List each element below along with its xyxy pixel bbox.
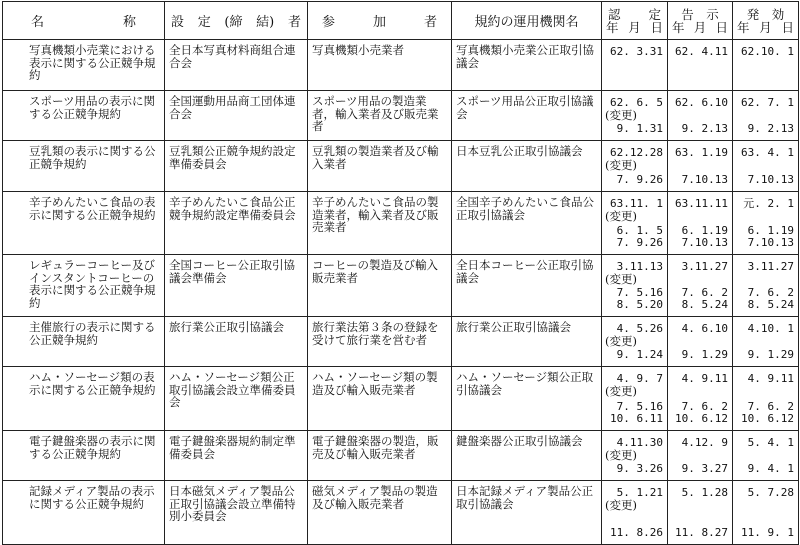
cell-participant: コーヒーの製造及び輸入販売業者	[308, 255, 452, 317]
cell-approved	[602, 481, 668, 545]
notice-date-change: 11. 8.27	[675, 526, 728, 540]
cell-participant: 電子鍵盤楽器の製造，販売及び輸入販売業者	[308, 431, 452, 481]
change-label: (変更)	[605, 498, 637, 512]
effective-date-change: 9. 2.13	[747, 122, 794, 136]
notice-date-change: 9. 1.29	[681, 348, 728, 362]
cell-org: 写真機類小売業公正取引協議会	[452, 40, 602, 91]
approved-date: 4. 9. 7	[616, 372, 663, 385]
notice-date: 62. 4.11	[675, 45, 728, 58]
notice-date: 63. 1.19	[675, 146, 728, 159]
cell-party: 豆乳類公正競争規約設定準備委員会	[165, 141, 308, 192]
cell-approved	[602, 367, 668, 431]
cell-notice	[668, 317, 733, 367]
cell-name	[3, 481, 165, 545]
effective-date-change: 6. 1.19	[747, 224, 794, 238]
notice-date-change: 9. 2.13	[681, 122, 728, 136]
cell-party: 全国コーヒー公正取引協議会準備会	[165, 255, 308, 317]
row-number	[7, 95, 29, 108]
cell-approved	[602, 192, 668, 255]
cell-effective	[733, 431, 799, 481]
cell-approved	[602, 91, 668, 141]
effective-date: 4. 9.11	[747, 372, 794, 385]
change-label: (変更)	[605, 108, 637, 122]
effective-date: 62.10. 1	[741, 45, 794, 58]
notice-date: 62. 6.10	[675, 96, 728, 109]
approved-date: 62. 6. 5	[610, 96, 663, 109]
cell-effective	[733, 192, 799, 255]
cell-party: 全日本写真材料商組合連合会	[165, 40, 308, 91]
cell-effective	[733, 317, 799, 367]
effective-date-change: 7.10.13	[747, 236, 794, 250]
cell-approved	[602, 431, 668, 481]
effective-date: 63. 4. 1	[741, 146, 794, 159]
change-label: (変更)	[605, 158, 637, 172]
approved-date-change: 11. 8.26	[610, 526, 663, 540]
approved-date: 62.12.28	[610, 146, 663, 159]
cell-org: ハム・ソーセージ類公正取引協議会	[452, 367, 602, 431]
header-approved: 認 定 年 月 日	[602, 2, 668, 40]
approved-date-change: 6. 1. 5	[616, 224, 663, 238]
approved-date: 4.11.30	[616, 436, 663, 449]
notice-date-change: 7. 6. 2	[681, 286, 728, 300]
cell-org: 日本豆乳公正取引協議会	[452, 141, 602, 192]
cell-org: スポーツ用品公正取引協議会	[452, 91, 602, 141]
cell-notice	[668, 367, 733, 431]
approved-date-change: 7. 5.16	[616, 286, 663, 300]
cell-name	[3, 367, 165, 431]
effective-date: 5. 4. 1	[747, 436, 794, 449]
table-row	[3, 192, 799, 255]
regulation-table	[2, 1, 799, 545]
cell-participant: 磁気メディア製品の製造及び輸入販売業者	[308, 481, 452, 545]
effective-date-change: 7. 6. 2	[747, 286, 794, 300]
notice-date-change: 8. 5.24	[681, 298, 728, 312]
row-number	[7, 259, 29, 272]
regulation-name: 写真機類小売業における表示に関する公正競争規約	[29, 43, 156, 83]
row-number	[7, 196, 29, 209]
notice-date: 3.11.27	[681, 260, 728, 273]
header-name: 名 称	[3, 2, 165, 40]
regulation-name: 電子鍵盤楽器の表示に関する公正競争規約	[29, 434, 156, 461]
effective-date: 5. 7.28	[747, 486, 794, 499]
change-label: (変更)	[605, 448, 637, 462]
row-number	[7, 485, 29, 498]
cell-approved	[602, 317, 668, 367]
table-row	[3, 431, 799, 481]
cell-approved	[602, 141, 668, 192]
cell-party: 辛子めんたいこ食品公正競争規約設定準備委員会	[165, 192, 308, 255]
approved-date-change: 8. 5.20	[616, 298, 663, 312]
cell-name	[3, 255, 165, 317]
notice-date: 63.11.11	[675, 197, 728, 210]
cell-notice	[668, 91, 733, 141]
approved-date-change: 10. 6.11	[610, 412, 663, 426]
effective-date: 62. 7. 1	[741, 96, 794, 109]
cell-name	[3, 431, 165, 481]
row-number	[7, 321, 29, 334]
cell-participant: 豆乳類の製造業者及び輸入業者	[308, 141, 452, 192]
regulation-name: レギュラーコーヒー及びインスタントコーヒーの表示に関する公正競争規約	[29, 258, 156, 310]
cell-approved	[602, 255, 668, 317]
cell-participant: スポーツ用品の製造業者，輸入業者及び販売業者	[308, 91, 452, 141]
notice-date-change: 7.10.13	[681, 236, 728, 250]
cell-org: 全国辛子めんたいこ食品公正取引協議会	[452, 192, 602, 255]
approved-date: 63.11. 1	[610, 197, 663, 210]
effective-date-change: 9. 4. 1	[747, 462, 794, 476]
change-label: (変更)	[605, 272, 637, 286]
effective-date: 3.11.27	[747, 260, 794, 273]
effective-date-change: 8. 5.24	[747, 298, 794, 312]
cell-name	[3, 192, 165, 255]
cell-effective	[733, 141, 799, 192]
notice-date-change: 7. 6. 2	[681, 400, 728, 414]
approved-date: 3.11.13	[616, 260, 663, 273]
table-row	[3, 141, 799, 192]
cell-participant: 旅行業法第３条の登録を受けて旅行業を営む者	[308, 317, 452, 367]
change-label: (変更)	[605, 334, 637, 348]
table-row	[3, 255, 799, 317]
regulation-name: スポーツ用品の表示に関する公正競争規約	[29, 94, 156, 121]
cell-notice	[668, 40, 733, 91]
regulation-name: 主催旅行の表示に関する公正競争規約	[29, 320, 156, 347]
cell-effective	[733, 367, 799, 431]
header-participant: 参 加 者	[308, 2, 452, 40]
cell-org: 旅行業公正取引協議会	[452, 317, 602, 367]
cell-org: 鍵盤楽器公正取引協議会	[452, 431, 602, 481]
effective-date-change: 7.10.13	[747, 173, 794, 187]
table-row	[3, 367, 799, 431]
notice-date: 5. 1.28	[681, 486, 728, 499]
effective-date-change: 10. 6.12	[741, 412, 794, 426]
table-row	[3, 317, 799, 367]
approved-date-change: 9. 1.24	[616, 348, 663, 362]
cell-party: ハム・ソーセージ類公正取引協議会設立準備委員会	[165, 367, 308, 431]
header-row	[3, 2, 799, 40]
cell-effective	[733, 40, 799, 91]
approved-date: 5. 1.21	[616, 486, 663, 499]
approved-date-change: 9. 3.26	[616, 462, 663, 476]
cell-approved	[602, 40, 668, 91]
effective-date-change: 9. 1.29	[747, 348, 794, 362]
approved-date-change: 7. 9.26	[616, 173, 663, 187]
notice-date-change: 7.10.13	[681, 173, 728, 187]
regulation-table-page	[2, 1, 798, 540]
approved-date: 4. 5.26	[616, 322, 663, 335]
row-number	[7, 145, 29, 158]
notice-date: 4. 6.10	[681, 322, 728, 335]
cell-effective	[733, 91, 799, 141]
cell-party: 日本磁気メディア製品公正取引協議会設立準備特別小委員会	[165, 481, 308, 545]
cell-notice	[668, 255, 733, 317]
effective-date: 元. 2. 1	[743, 197, 794, 210]
cell-party: 全国運動用品商工団体連合会	[165, 91, 308, 141]
cell-participant: ハム・ソーセージ類の製造及び輸入販売業者	[308, 367, 452, 431]
table-row	[3, 40, 799, 91]
cell-effective	[733, 481, 799, 545]
cell-effective	[733, 255, 799, 317]
effective-date-change: 7. 6. 2	[747, 400, 794, 414]
approved-date-change: 7. 5.16	[616, 400, 663, 414]
notice-date: 4.12. 9	[681, 436, 728, 449]
cell-org: 全日本コーヒー公正取引協議会	[452, 255, 602, 317]
effective-date: 4.10. 1	[747, 322, 794, 335]
cell-name	[3, 141, 165, 192]
regulation-name: 辛子めんたいこ食品の表示に関する公正競争規約	[29, 195, 156, 222]
row-number	[7, 44, 29, 57]
approved-date: 62. 3.31	[610, 45, 663, 58]
cell-notice	[668, 431, 733, 481]
cell-participant: 辛子めんたいこ食品の製造業者，輸入業者及び販売業者	[308, 192, 452, 255]
header-party: 設 定 (締 結) 者	[165, 2, 308, 40]
cell-name	[3, 91, 165, 141]
header-effective: 発 効 年 月 日	[733, 2, 799, 40]
row-number	[7, 371, 29, 384]
header-org: 規約の運用機関名	[452, 2, 602, 40]
notice-date-change: 6. 1.19	[681, 224, 728, 238]
cell-org: 日本記録メディア製品公正取引協議会	[452, 481, 602, 545]
cell-party: 旅行業公正取引協議会	[165, 317, 308, 367]
approved-date-change: 9. 1.31	[616, 122, 663, 136]
notice-date-change: 9. 3.27	[681, 462, 728, 476]
regulation-name: ハム・ソーセージ類の表示に関する公正競争規約	[29, 370, 156, 397]
approved-date-change: 7. 9.26	[616, 236, 663, 250]
change-label: (変更)	[605, 209, 637, 223]
regulation-name: 記録メディア製品の表示に関する公正競争規約	[29, 484, 155, 511]
notice-date: 4. 9.11	[681, 372, 728, 385]
notice-date-change: 10. 6.12	[675, 412, 728, 426]
cell-participant: 写真機類小売業者	[308, 40, 452, 91]
cell-notice	[668, 481, 733, 545]
effective-date-change: 11. 9. 1	[741, 526, 794, 540]
row-number	[7, 435, 29, 448]
cell-name	[3, 317, 165, 367]
table-row	[3, 91, 799, 141]
regulation-name: 豆乳類の表示に関する公正競争規約	[29, 144, 156, 171]
cell-name	[3, 40, 165, 91]
cell-notice	[668, 141, 733, 192]
change-label: (変更)	[605, 384, 637, 398]
header-notice: 告 示 年 月 日	[668, 2, 733, 40]
cell-notice	[668, 192, 733, 255]
cell-party: 電子鍵盤楽器規約制定準備委員会	[165, 431, 308, 481]
table-row	[3, 481, 799, 545]
